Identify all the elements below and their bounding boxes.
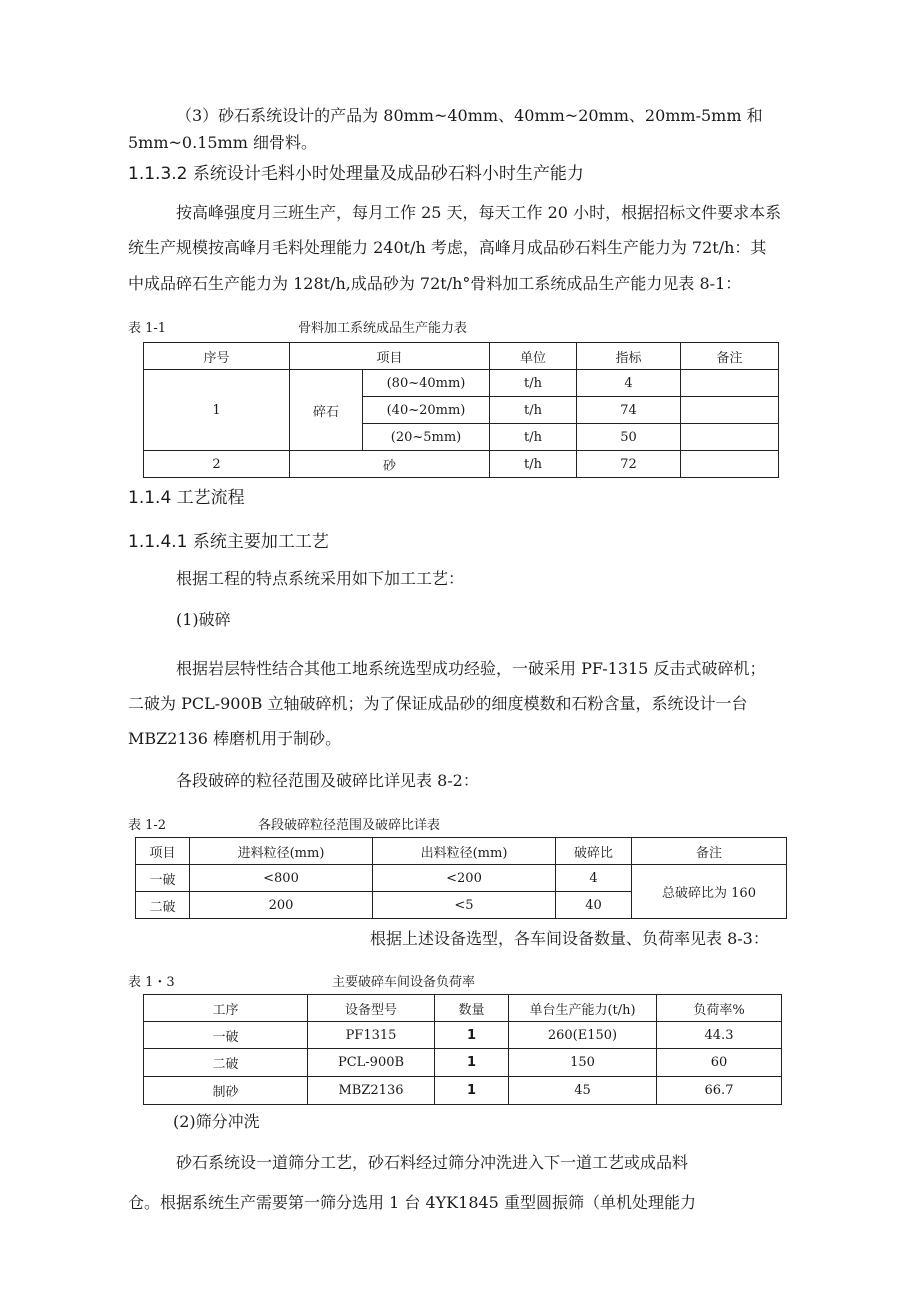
table1-header-value: 指标 [577,343,681,370]
para1-line2: 5mm~0.15mm 细骨料。 [128,133,317,152]
table3-row-qty: 1 [435,1049,509,1077]
subheading-screening: (2)筛分冲洗 [173,1112,260,1131]
table3-row-load: 66.7 [657,1077,782,1105]
table3-row-load: 44.3 [657,1022,782,1049]
para4-line2: 二破为 PCL-900B 立轴破碎机；为了保证成品砂的细度模数和石粉含量，系统设计一台 [128,694,748,713]
para2-line3: 中成品碎石生产能力为 128t/h,成品砂为 72t/h°骨料加工系统成品生产能力见表 8-1： [128,274,742,293]
table1-sub-size: (40~20mm) [363,397,490,424]
table1-sub-size: (20~5mm) [363,424,490,451]
table1-sub-note [681,424,779,451]
table2-row-item: 二破 [136,892,190,919]
para1-line1: （3）砂石系统设计的产品为 80mm~40mm、40mm~20mm、20mm-5mm 和 [176,106,763,125]
table1-sub-note [681,370,779,397]
table3-row-model: PCL-900B [308,1049,435,1077]
para7-line1: 砂石系统设一道筛分工艺，砂石料经过筛分冲洗进入下一道工艺或成品料 [176,1153,689,1172]
table3-header-cap: 单台生产能力(t/h) [509,995,657,1022]
table1-sub-size: (80~40mm) [363,370,490,397]
table3-row-proc: 制砂 [144,1077,308,1105]
table2-row-in: <800 [190,865,373,892]
table1-sub-unit: t/h [490,424,577,451]
table2-caption-title: 各段破碎粒径范围及破碎比详表 [258,818,441,833]
table1-row2-no: 2 [144,451,290,478]
table1-row2-value: 72 [577,451,681,478]
table1-header-item: 项目 [290,343,490,370]
table1 [143,342,779,478]
para5: 各段破碎的粒径范围及破碎比详见表 8-2： [176,771,479,790]
para6: 根据上述设备选型，各车间设备数量、负荷率见表 8-3： [370,929,769,948]
para2-line1: 按高峰强度月三班生产，每月工作 25 天，每天工作 20 小时，根据招标文件要求本系 [176,203,782,222]
section-heading-1-1-3-2: 1.1.3.2 系统设计毛料小时处理量及成品砂石料小时生产能力 [128,164,584,184]
table1-sub-unit: t/h [490,397,577,424]
table1-caption-no: 表 1-1 [128,321,167,336]
table3-row-qty: 1 [435,1077,509,1105]
table3-row-proc: 二破 [144,1049,308,1077]
table2-header-item: 项目 [136,838,190,865]
table1-caption-title: 骨料加工系统成品生产能力表 [298,321,468,336]
table3-caption-title: 主要破碎车间设备负荷率 [332,975,476,990]
table1-header-unit: 单位 [490,343,577,370]
table3-row-load: 60 [657,1049,782,1077]
table3-row-cap: 150 [509,1049,657,1077]
table1-sub-value: 4 [577,370,681,397]
table1-sub-value: 74 [577,397,681,424]
table3-header-load: 负荷率% [657,995,782,1022]
table2-header-out: 出料粒径(mm) [373,838,556,865]
table3-row-model: MBZ2136 [308,1077,435,1105]
table2-row-ratio: 4 [556,865,632,892]
table2-header-in: 进料粒径(mm) [190,838,373,865]
table1-row2-unit: t/h [490,451,577,478]
table2-row-out: <5 [373,892,556,919]
table3-row-cap: 260(E150) [509,1022,657,1049]
subheading-crushing: (1)破碎 [176,610,231,629]
table1-sub-unit: t/h [490,370,577,397]
para4-line3: MBZ2136 棒磨机用于制砂。 [128,729,342,748]
table2-header-ratio: 破碎比 [556,838,632,865]
table1-header-no: 序号 [144,343,290,370]
para2-line2: 统生产规模按高峰月毛料处理能力 240t/h 考虑，高峰月成品砂石料生产能力为 72t/h：其 [128,238,767,257]
table3-row-proc: 一破 [144,1022,308,1049]
table3-header-proc: 工序 [144,995,308,1022]
table2-header-note: 备注 [632,838,787,865]
section-heading-1-1-4-1: 1.1.4.1 系统主要加工工艺 [128,532,329,552]
table1-header-note: 备注 [681,343,779,370]
table2-row-in: 200 [190,892,373,919]
table3-header-qty: 数量 [435,995,509,1022]
para4-line1: 根据岩层特性结合其他工地系统选型成功经验，一破采用 PF-1315 反击式破碎机； [176,659,766,678]
section-heading-1-1-4: 1.1.4 工艺流程 [128,488,245,508]
table1-row1-item: 碎石 [290,370,363,451]
table2-note: 总破碎比为 160 [632,865,787,919]
table3-row-model: PF1315 [308,1022,435,1049]
table1-row2-item: 砂 [290,451,490,478]
table3-row-cap: 45 [509,1077,657,1105]
table2-row-ratio: 40 [556,892,632,919]
table1-sub-value: 50 [577,424,681,451]
table1-row2-note [681,451,779,478]
table1-sub-note [681,397,779,424]
para3: 根据工程的特点系统采用如下加工工艺： [176,569,465,588]
table1-row1-no: 1 [144,370,290,451]
table2-caption-no: 表 1-2 [128,818,167,833]
table3-row-qty: 1 [435,1022,509,1049]
table3 [143,994,782,1105]
table2-row-item: 一破 [136,865,190,892]
table2-row-out: <200 [373,865,556,892]
table3-caption-no: 表 1・3 [128,975,175,990]
para7-line2: 仓。根据系统生产需要第一筛分选用 1 台 4YK1845 重型圆振筛（单机处理能力 [128,1193,696,1212]
table3-header-model: 设备型号 [308,995,435,1022]
table2 [135,837,787,919]
